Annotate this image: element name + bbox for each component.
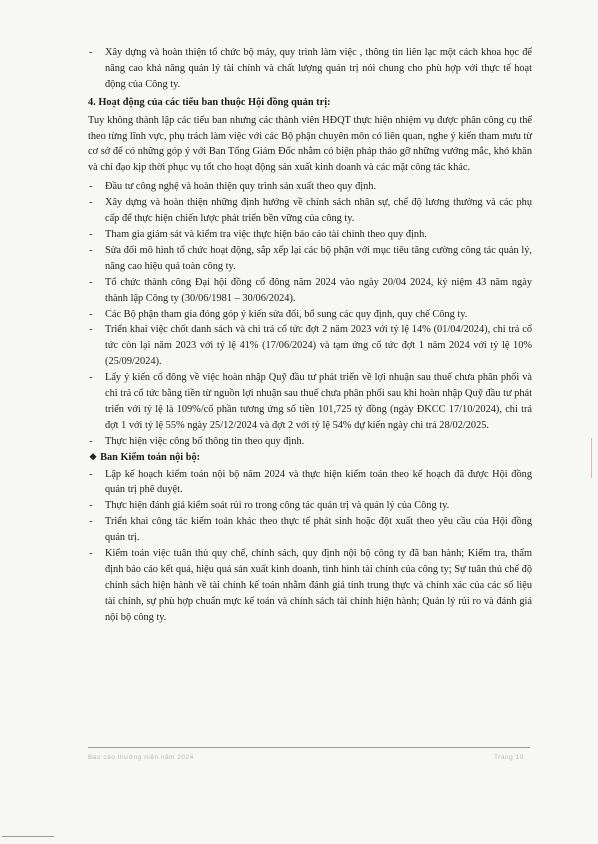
bullet-dash: - [89, 468, 93, 480]
bullet-dash: - [89, 276, 93, 288]
list-item [88, 195, 532, 227]
scan-edge-mark [591, 438, 592, 478]
list-item [88, 498, 532, 514]
bullet-dash: - [89, 197, 93, 209]
internal-audit-heading-text: Ban Kiểm toán nội bộ: [100, 451, 201, 463]
list-item [88, 322, 532, 370]
bullet-dash: - [89, 228, 93, 240]
bullet-dash: - [89, 308, 93, 320]
bullet-dash: - [89, 548, 93, 560]
bullet-text: Tổ chức thành công Đại hội đồng cổ đông năm 2024 vào ngày 20/04 2024, kỷ niệm 43 năm ngày thành lập Công ty (30/06/1981 – 30/06/2024). [105, 276, 532, 304]
list-item [88, 307, 532, 323]
list-item [88, 275, 532, 307]
bullet-text: Xây dựng và hoàn thiện tổ chức bộ máy, quy trình làm việc , thông tin liên lạc một cách khoa học để nâng cao khả năng quản lý tài chính và chất lượng quản trị nói chung cho phù hợp với thực tế hoạt động của Công ty. [105, 47, 532, 90]
bullet-text: Triển khai việc chốt danh sách và chi trả cổ tức đợt 2 năm 2023 với tỷ lệ 14% (01/04/2024), chi trả cổ tức còn lại năm 2023 với tỷ lệ 41% (17/06/2024) và tạm ứng cổ tức đợt 1 năm 2024 với tỷ lệ 10% (25/09/2024). [105, 324, 532, 368]
bullet-text: Thực hiện đánh giá kiểm soát rủi ro trong công tác quản trị và quản lý của Công ty. [105, 500, 450, 512]
intro-bullet [88, 45, 532, 93]
section-4-heading: 4. Hoạt động của các tiểu ban thuộc Hội đồng quản trị: [88, 96, 331, 108]
list-item [88, 179, 532, 195]
internal-audit-heading [88, 450, 532, 466]
footer-page-number: Trang 10 [494, 754, 524, 761]
bullet-dash: - [89, 372, 93, 384]
bullet-text: Tham gia giám sát và kiểm tra việc thực hiện báo cáo tài chính theo quy định. [105, 228, 427, 240]
footer-report-title: Báo cáo thường niên năm 2024 [88, 754, 194, 761]
bullet-text: Lập kế hoạch kiểm toán nội bộ năm 2024 và thực hiện kiểm toán theo kế hoạch đã được Hội đồng quản trị phê duyệt. [105, 468, 532, 496]
bullet-text: Xây dựng và hoàn thiện những định hướng về chính sách nhân sự, chế độ lương thưởng và các phụ cấp để thực hiện chiến lược phát triển bền vững của công ty. [105, 197, 532, 225]
bullet-text: Các Bộ phận tham gia đóng góp ý kiến sửa đổi, bổ sung các quy định, quy chế Công ty. [105, 308, 468, 320]
bullet-dash: - [89, 324, 93, 336]
list-item [88, 467, 532, 499]
bullet-text: Lấy ý kiến cổ đông về việc hoàn nhập Quỹ đầu tư phát triển về lợi nhuận sau thuế chưa phân phối và chi trả cổ tức bằng tiền từ nguồn lợi nhuận sau thuế chưa phân phối sau khi hoàn nhập Quỹ đầu tư phát triển với tỷ lệ là 109%/cổ phần tương ứng số tiền 101,725 tỷ đồng (ngày ĐKCC 17/10/2024), chi trả đợt 1 với tỷ lệ 55% ngày 25/12/2024 và đợt 2 với tỷ lệ 54% dự kiến ngày chi trả 28/02/2025. [105, 372, 532, 431]
list-item [88, 370, 532, 434]
bullet-text: Thực hiện việc công bố thông tin theo quy định. [105, 435, 305, 447]
bullet-text: Đầu tư công nghệ và hoàn thiện quy trình sản xuất theo quy định. [105, 181, 377, 193]
bullet-dash: - [89, 244, 93, 256]
bullet-dash: - [89, 47, 93, 58]
document-body [88, 45, 532, 626]
footer-divider [88, 747, 530, 748]
section-4-paragraph: Tuy không thành lập các tiểu ban nhưng các thành viên HĐQT thực hiện nhiệm vụ được phân công cụ thể theo từng lĩnh vực, phụ trách làm việc với các Bộ phận chuyên môn có liên quan, nghe ý kiến tham mưu từ cơ sở để có những góp ý với Ban Tổng Giám Đốc nhằm có biện pháp tháo gỡ những vướng mắc, khó khăn và chỉ đạo kịp thời phục vụ tốt cho hoạt động sản xuất kinh doanh và các mặt công tác khác. [88, 114, 532, 174]
list-item [88, 434, 532, 450]
list-item [88, 243, 532, 275]
list-item [88, 227, 532, 243]
bullet-text: Triển khai công tác kiểm toán khác theo thực tế phát sinh hoặc đột xuất theo yêu cầu của Hội đồng quản trị. [105, 516, 532, 544]
list-item [88, 546, 532, 626]
bullet-dash: - [89, 181, 93, 193]
bullet-text: Sửa đổi mô hình tổ chức hoạt động, sắp xếp lại các bộ phận với mục tiêu tăng cường công tác quản lý, nâng cao hiệu quả toàn công ty. [105, 244, 532, 272]
list-item [88, 514, 532, 546]
bullet-dash: - [89, 500, 93, 512]
bullet-dash: - [89, 516, 93, 528]
bullet-text: Kiểm toán việc tuân thủ quy chế, chính sách, quy định nội bộ công ty đã ban hành; Kiểm tra, thẩm định báo cáo kết quả, hiệu quả sản xuất kinh doanh, tình hình tài chính của công ty; Sự tuân thủ chế độ chính sách hiện hành về tài chính kế toán nhằm đánh giá tính trung thực và chính xác của các số liệu tài chính, sự phù hợp chuẩn mực kế toán và chính sách tài chính hiện hành; Quản lý rủi ro và đánh giá nội bộ công ty. [105, 548, 532, 623]
scan-edge-mark [2, 836, 54, 837]
diamond-bullet-icon: ❖ [89, 451, 98, 462]
bullet-dash: - [89, 435, 93, 447]
